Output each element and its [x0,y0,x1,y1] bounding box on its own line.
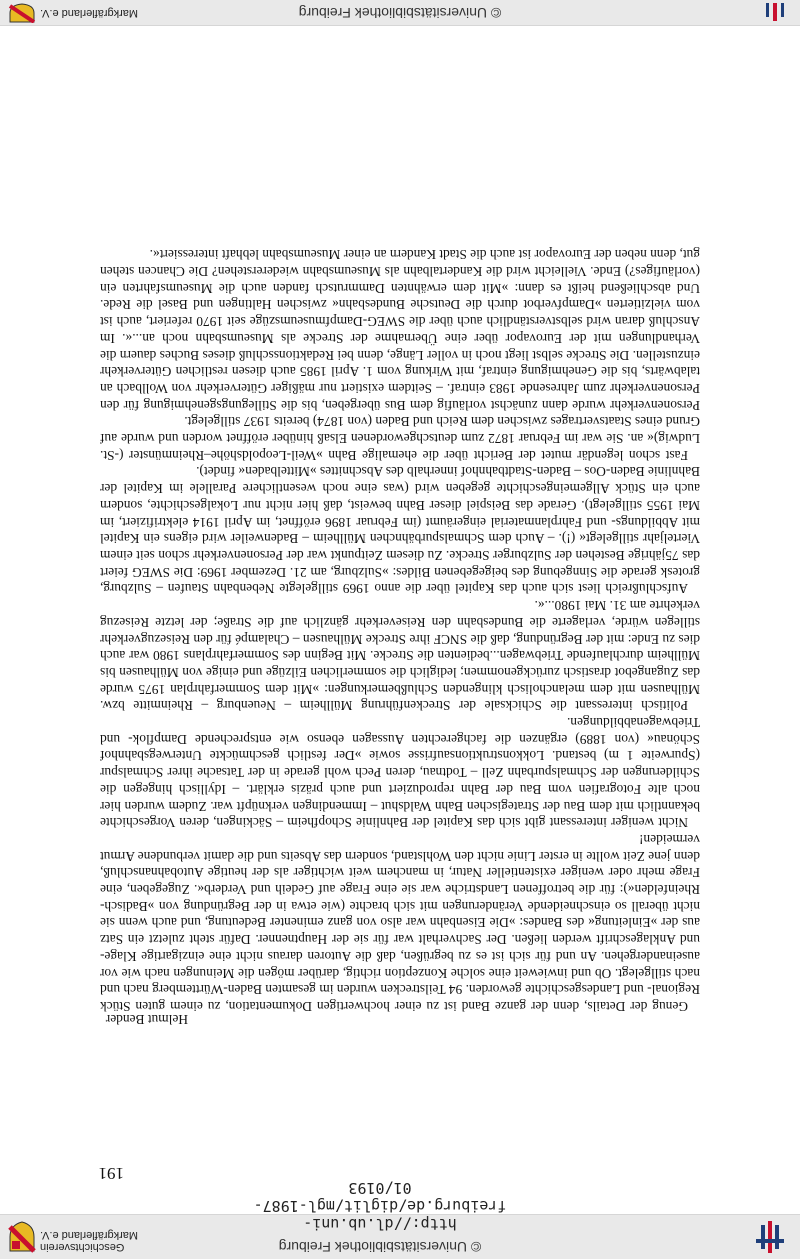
paragraph: Aufschlußreich liest sich auch das Kapitel über die anno 1969 stillgelegte Nebenbahn Staufen – Sulzburg, grotesk gerade die Sinngebung des beigegebenen Bildes: »Sulzburg, am 21. Dezember 1969: Die SWEG feiert das 75jährige Bestehen der Sulzburger Strecke. Zu diesem Zeitpunkt war der Personenverkehr schon seit einem Vierteljahr stillgelegt« (!). – Auch dem Schmalspurbähnchen Müllheim – Badenweiler wird eigens ein Kapitel mit Abbildungs- und Fahrplanmaterial eingeräumt (im Februar 1896 eröffnet, im April 1914 elektrifiziert, im Mai 1955 stillgelegt). Gerade das Beispiel dieser Bahn beweist, daß hier nicht nur Lokalgeschichte, sondern auch ein Stück Allgemeingeschichte gegeben wird (was eine noch wesentlichere Parallele im Kapitel der Bahnlinie Baden-Oos – Baden-Stadtbahnhof innerhalb des Abschnittes »Mittelbaden« findet). [100,464,700,597]
header-banner [0,1179,800,1259]
paragraph: Personenverkehr wurde dann zunächst vorläufig dem Bus übergeben, bis die Stillegungsgenehmigung für den Personenverkehr zum Jahresende 1983 eintraf. – Seitdem existiert nur mäßiger Güterverkehr von Wollbach an talabwärts, bis die Genehmigung eintraf, mit Wirkung vom 1. April 1985 auch diesen restlichen Güterverkehr einzustellen. Die Strecke selbst liegt noch in voller Länge, denn bei Redaktionsschluß dieses Buches dauern die Verhandlungen mit der Eurovapor über eine Übernahme der Strecke als Museumsbahn noch an...«. Im Anschluß daran wird selbstverständlich auch über die SWEG-Dampfmuseumszüge seit 1970 referiert, auch ist vom vielzitierten »Dampfverbot durch die Deutsche Bundesbahn« zwischen Haltingen und Basel die Rede. Und abschließend heißt es dann: »Mit dem erwähnten Dammrutsch fanden auch die Museumsfahrten ein (vorläufiges?) Ende. Vielleicht wird die Kandertalbahn als Museumsbahn wiedererstehen? Die Chancen stehen gut, denn neben der Eurovapor ist auch die Stadt Kandern an einer Museumsbahn lebhaft interessiert«. [100,247,700,413]
paragraph: Politisch interessant die Schicksale der Streckenführung Müllheim – Neuenburg – Rheinmitte bzw. Mülhausen mit dem melancholisch klingenden Schlußbemerkungen: »Mit dem Sommerfahrplan 1975 wurde das Zugangebot drastisch zurückgenommen; lediglich die sommerlichen Eilzüge und einige von Mülhausen bis Müllheim durchlaufende Triebwagen...bedienten die Strecke. Mit Beginn des Sommerfahrplans 1980 war auch dies zu Ende: mit der Begründung, daß die SNCF ihre Strecke Mülhausen – Chalampé für den Reisezugverkehr stillegen würde, verlagerte die Bundesbahn den Reiseverkehr gänzlich auf die Straße; der letzte Reisezug verkehrte am 31. Mai 1980...«. [100,598,700,714]
university-logo-icon [764,3,786,21]
author-signature: Helmut Bender [105,1012,188,1027]
banner-center [250,1179,510,1255]
banner-copyright: © Universitätsbibliothek Freiburg [278,1239,482,1255]
page-number: 191 [98,1164,124,1183]
footer-banner [0,0,800,26]
university-logo-icon [756,1221,784,1253]
footer-society-name: Markgräflerland e.V. [40,7,139,19]
society-name: Geschichtsverein Markgräflerland e.V. [40,1229,139,1253]
coat-of-arms-icon [8,1221,36,1253]
footer-copyright: © Universitätsbibliothek Freiburg [298,5,502,21]
paragraph: Fast schon legendär mutet der Bericht über die ehemalige Bahn »Weil-Leopoldshöhe–Rheinmünster (-St. Ludwig)« an. Sie war im Februar 1872 zum deutschgewordenen Elsaß hinüber eröffnet worden und wurde auf Grund eines Staatsvertrages zwischen dem Reich und Baden (von 1874) bereits 1937 stillgelegt. [100,414,700,463]
coat-of-arms-icon [8,3,36,23]
article-body [100,246,700,1014]
banner-url[interactable]: http://dl.ub.uni-freiburg.de/diglit/mgl-1987-01/0193 [253,1179,507,1233]
paragraph: Nicht weniger interessant gibt sich das Kapitel der Bahnlinie Schopfheim – Säckingen, deren Vorgeschichte bekanntlich mit dem Bau der Strategischen Bahn Waldshut – Immendingen verknüpft war. Zudem wurden hier noch alte Fotografien vom Bau der Bahn reproduziert und auch präzis erklärt. – Idyllisch hingegen die Schilderungen der Schmalspurbahn Zell – Todtnau, deren Pech wohl gerade in der Tatsache ihrer Schmalspur (Spurweite 1 m) bestand. Lokkonstruktionsaufrisse sowie »Der festlich geschmückte Unterwegsbahnhof Schönau« (von 1889) ergänzen die fachgerechten Aussagen ebenso wie entsprechende Dampflok- und Triebwagenabbildungen. [100,715,700,831]
paragraph: Genug der Details, denn der ganze Band ist zu einer hochwertigen Dokumentation, zu einem guten Stück Regional- und Landesgeschichte geworden. 94 Teilstrecken wurden im gesamten Baden-Württemberg nach und nach stillgelegt. Ob und inwieweit eine solche Konzeption richtig, darüber mögen die Meinungen nach wie vor auseinandergehen. An und für sich ist es zu begrüßen, daß die Autoren daraus nicht eine einzigartige Klage- und Anklageschrift werden ließen. Der Sachverhalt war für sie der Hauptnenner. Dafür steht zuletzt ein Satz aus der »Einleitung« des Bandes: »Die Eisenbahn war also von ganz eminenter Bedeutung, und auch wenn sie nicht überall so einschneidende Veränderungen mit sich brachte (wie etwa in der Begründung von »Badisch-Rheinfelden«): für die betroffenen Landstriche war sie eine Frage auf Gedeih und Verderb«. Zugegeben, eine Frage mehr oder weniger existentieller Natur, in manchem weit wichtiger als der heutige Autobahnanschluß, denn jene Zeit wollte in erster Linie nicht den Wohlstand, sondern das Abseits und die damit verbundene Armut vermeiden! [100,831,700,1014]
